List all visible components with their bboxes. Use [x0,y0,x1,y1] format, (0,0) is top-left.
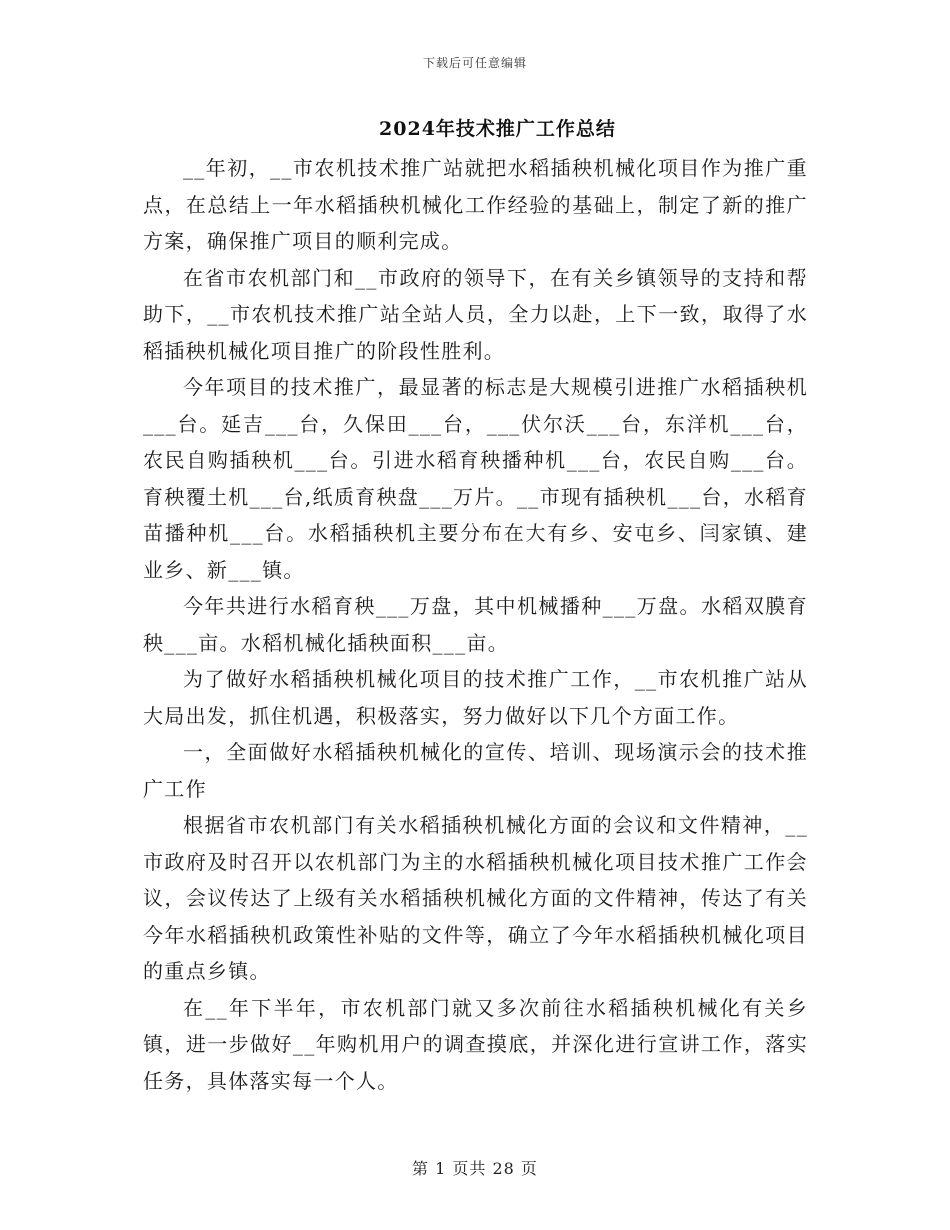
paragraph-4: 今年共进行水稻育秧___万盘，其中机械播种___万盘。水稻双膜育秧___亩。水稻机械化插秧面积___亩。 [143,594,808,655]
paragraph-3: 今年项目的技术推广，最显著的标志是大规模引进推广水稻插秧机___台。延吉___台，久保田___台，___伏尔沃___台，东洋机___台，农民自购插秧机___台。引进水稻育秧播种机___台，农民自购___台。育秧覆土机___台,纸质育秧盘___万片。__市现有插秧机___台，水稻育苗播种机___台。水稻插秧机主要分布在大有乡、安屯乡、闫家镇、建业乡、新___镇。 [143,375,808,582]
document-body [143,150,808,1099]
paragraph-1: __年初，__市农机技术推广站就把水稻插秧机械化项目作为推广重点，在总结上一年水稻插秧机械化工作经验的基础上，制定了新的推广方案，确保推广项目的顺利完成。 [143,156,808,253]
document-title: 2024年技术推广工作总结 [379,118,616,140]
paragraph-2: 在省市农机部门和__市政府的领导下，在有关乡镇领导的支持和帮助下，__市农机技术推广站全站人员，全力以赴，上下一致，取得了水稻插秧机械化项目推广的阶段性胜利。 [143,265,808,363]
paragraph-7: 在__年下半年，市农机部门就又多次前往水稻插秧机械化有关乡镇，进一步做好__年购机用户的调查摸底，并深化进行宣讲工作，落实任务，具体落实每一个人。 [143,995,808,1093]
header-note: 下载后可任意编辑 [422,56,527,70]
paragraph-6: 根据省市农机部门有关水稻插秧机械化方面的会议和文件精神，__市政府及时召开以农机部门为主的水稻插秧机械化项目技术推广工作会议，会议传达了上级有关水稻插秧机械化方面的文件精神，传达了有关今年水稻插秧机政策性补贴的文件等，确立了今年水稻插秧机械化项目的重点乡镇。 [143,813,808,983]
paragraph-5: 为了做好水稻插秧机械化项目的技术推广工作，__市农机推广站从大局出发，抓住机遇，积极落实，努力做好以下几个方面工作。 [143,667,808,728]
section-heading-1: 一，全面做好水稻插秧机械化的宣传、培训、现场演示会的技术推广工作 [143,740,808,801]
page-number: 第 1 页共 28 页 [412,1159,538,1178]
